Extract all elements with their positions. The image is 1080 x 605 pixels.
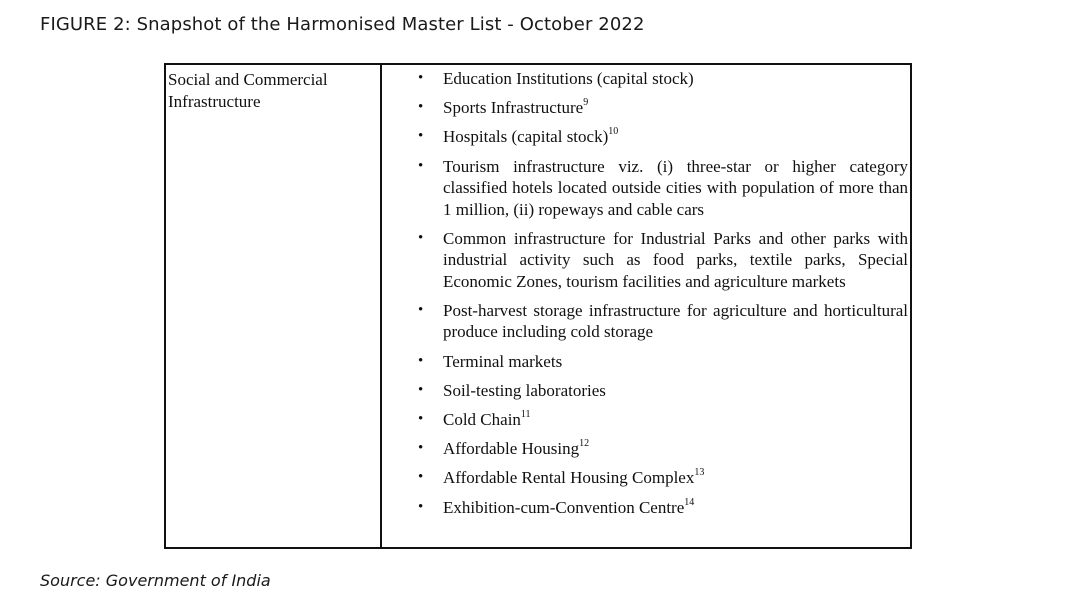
list-item (418, 380, 908, 402)
bullet-icon: • (418, 229, 424, 246)
bullet-icon: • (418, 128, 424, 145)
footnote-marker: 10 (608, 126, 619, 138)
bullet-icon: • (418, 70, 424, 86)
bullet-icon: • (418, 99, 424, 116)
footnote-marker: 11 (520, 409, 531, 420)
bullet-icon: • (418, 157, 424, 174)
footnote-marker: 12 (579, 438, 590, 450)
bullet-icon: • (418, 498, 424, 515)
list-item-text: Cold Chain (443, 410, 521, 429)
bullet-icon: • (418, 381, 424, 398)
bullet-icon: • (418, 352, 424, 369)
item-list (418, 68, 908, 518)
category-line-2: Infrastructure (168, 92, 261, 111)
list-item (418, 300, 908, 343)
list-item (418, 68, 908, 90)
list-item-text: Hospitals (capital stock) (443, 127, 609, 147)
footnote-marker: 9 (583, 97, 589, 109)
list-item-text: Post-harvest storage infrastructure for agriculture and horticultural produce including cold storage (443, 300, 908, 342)
list-item-text: Common infrastructure for Industrial Parks and other parks with industrial activity such as food parks, textile parks, Special Economic Zones, tourism facilities and agriculture markets (443, 228, 908, 291)
list-item-text: Terminal markets (443, 351, 563, 371)
list-item (418, 438, 908, 460)
list-item-text: Exhibition-cum-Convention Centre (443, 497, 685, 517)
items-cell (382, 65, 910, 547)
footnote-marker: 14 (684, 496, 695, 508)
list-item (418, 497, 908, 519)
master-list-table (164, 63, 912, 549)
list-item-text: Sports Infrastructure (443, 98, 584, 118)
list-item-text: Affordable Housing (443, 439, 580, 459)
list-item (418, 126, 908, 148)
list-item-text: Education Institutions (capital stock) (443, 69, 694, 88)
list-item-text: Affordable Rental Housing Complex (443, 468, 695, 488)
list-item-text: Soil-testing laboratories (443, 380, 606, 400)
list-item-text: Tourism infrastructure viz. (i) three-star or higher category classified hotels located outside cities with population of more than 1 million, (ii) ropeways and cable cars (443, 156, 908, 219)
list-item (418, 351, 908, 373)
category-line-1: Social and Commercial (168, 70, 328, 89)
category-cell (166, 65, 382, 547)
bullet-icon: • (418, 440, 424, 457)
bullet-icon: • (418, 469, 424, 486)
bullet-icon: • (418, 301, 424, 318)
list-item (418, 467, 908, 489)
source-note: Source: Government of India (40, 571, 271, 590)
footnote-marker: 13 (694, 467, 705, 479)
bullet-icon: • (418, 411, 424, 427)
list-item (418, 156, 908, 221)
list-item (418, 228, 908, 293)
list-item (418, 97, 908, 119)
list-item (418, 409, 908, 431)
figure-title: FIGURE 2: Snapshot of the Harmonised Master List - October 2022 (40, 14, 645, 35)
